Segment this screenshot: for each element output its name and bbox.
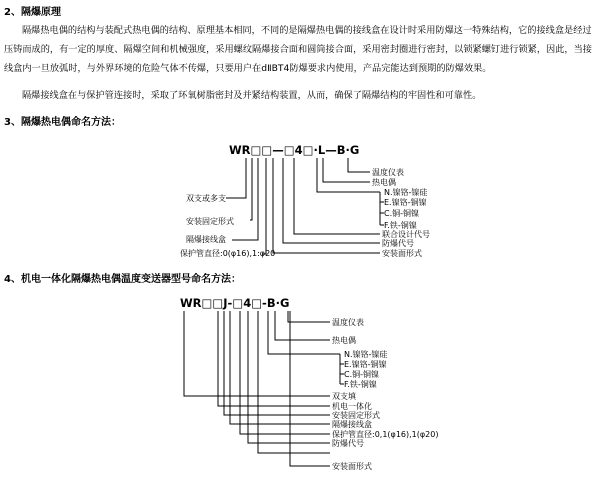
- d1-label-temp-instrument: 温度仪表: [372, 168, 404, 177]
- d1-label-mount-face: 安装面形式: [382, 249, 422, 258]
- d1-label-type-c: C.铜-铜镍: [384, 209, 420, 218]
- d1-label-dual-multi: 双支或多支: [186, 194, 226, 203]
- d2-label-type-f: F.铁-铜镍: [344, 380, 377, 389]
- d2-label-junction-box: 隔爆接线盒: [332, 420, 372, 429]
- d2-label-type-e: E.镍铬-铜镍: [344, 360, 387, 369]
- d2-label-temp-instrument: 温度仪表: [332, 318, 364, 327]
- d1-label-tube-diameter: 保护管直径:0(φ16),1:φ20: [180, 249, 276, 258]
- d1-label-type-f: F.铁-铜镍: [384, 221, 417, 230]
- d2-label-explosion-code: 防爆代号: [332, 439, 364, 448]
- d2-label-mount-face: 安装面形式: [332, 462, 372, 471]
- diagram-2: [180, 296, 438, 471]
- d1-label-design-code: 联合设计代号: [382, 230, 430, 239]
- d1-label-type-n: N.镍铬-镍硅: [384, 188, 428, 197]
- d1-label-type-e: E.镍铬-铜镍: [384, 198, 427, 207]
- section4-heading: 4、机电一体化隔爆热电偶温度变送器型号命名方法：: [4, 274, 241, 285]
- d2-label-tube-diameter: 保护管直径:0,1(φ16),1(φ20): [332, 430, 439, 439]
- d2-label-type-n: N.镍铬-镍硅: [344, 350, 388, 359]
- d1-label-mount-fixing: 安装固定形式: [186, 217, 234, 226]
- section2-paragraph-1: 隔爆热电偶的结构与装配式热电偶的结构、原理基本相同，不同的是隔爆热电偶的接线盒在设计时采用防爆这一特殊结构，它的接线盒是经过压铸而成的，有一定的厚度、隔爆空间和机械强度，采用螺纹隔爆接合面和圆筒接合面，采用密封圈进行密封，以锁紧螺钉进行锁紧，因此，当接线盒内一旦放弧时，与外界环境的危险气体不传爆，只要用户在dⅡBT4防爆要求内使用，产品完能达到预期的防爆效果。: [4, 25, 592, 74]
- d2-label-integrated: 机电一体化: [332, 402, 372, 411]
- diagram-1-code: WR□□—□4□·L—B·G: [229, 143, 360, 157]
- section3-heading: 3、隔爆热电偶命名方法：: [4, 117, 121, 128]
- d2-label-type-c: C.铜-铜镍: [344, 370, 380, 379]
- d2-label-mount-fixing: 安装固定形式: [332, 411, 380, 420]
- section2-paragraph-2: 隔爆接线盒在与保护管连接时，采取了环氧树脂密封及并紧结构装置，从而，确保了隔爆结构的牢固性和可靠性。: [22, 90, 482, 101]
- d1-label-explosion-code: 防爆代号: [382, 239, 414, 248]
- diagram-1: [180, 143, 430, 258]
- d1-label-junction-box: 隔爆接线盒: [186, 235, 226, 244]
- d2-label-thermocouple: 热电偶: [332, 336, 356, 345]
- diagram-2-code: WR□□J-□4□-B·G: [180, 296, 290, 310]
- section2-heading: 2、隔爆原理: [4, 7, 61, 18]
- d1-label-thermocouple: 热电偶: [372, 178, 396, 187]
- d2-label-dual: 双支填: [332, 392, 356, 401]
